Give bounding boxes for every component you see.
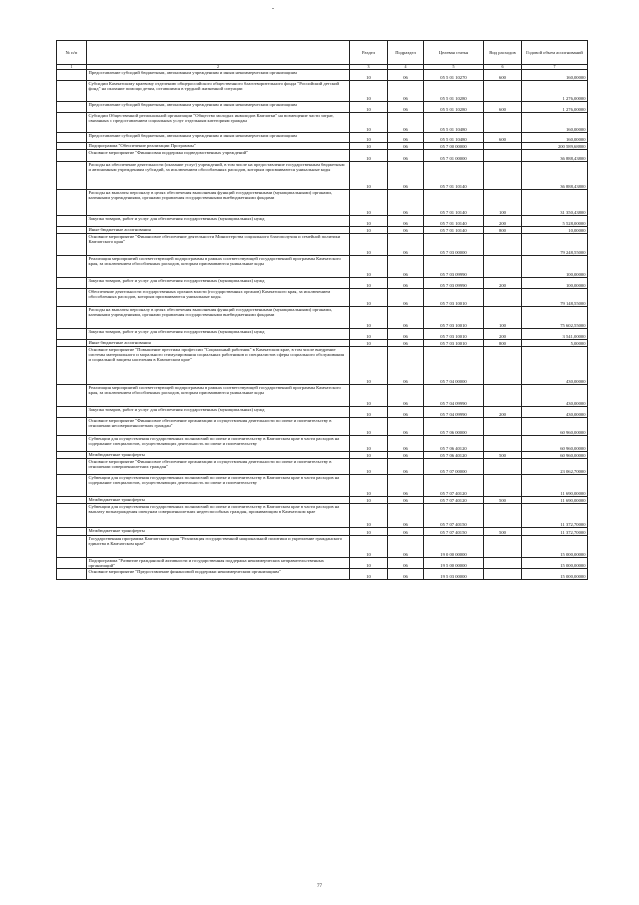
- row-amount-cell: 11 690,00000: [522, 475, 588, 497]
- row-expense-type-cell: [484, 475, 522, 497]
- row-section-cell: 10: [350, 70, 388, 81]
- row-name-cell: Межбюджетные трансферты: [87, 528, 350, 536]
- row-subsection-cell: 06: [388, 227, 424, 234]
- row-subsection-cell: 06: [388, 569, 424, 580]
- row-name-cell: Государственная программа Камчатского края "Реализация государственной национальной политики и укрепление гражданского единства в Камчатском крае": [87, 536, 350, 558]
- row-section-cell: 10: [350, 216, 388, 227]
- row-section-cell: 10: [350, 340, 388, 347]
- row-section-cell: 10: [350, 234, 388, 256]
- row-expense-type-cell: [484, 418, 522, 436]
- row-target-cell: 05 7 07 40150: [424, 504, 484, 528]
- row-name-cell: Подпрограмма "Обеспечение реализации Программы": [87, 143, 350, 150]
- row-amount-cell: 160,00000: [522, 133, 588, 143]
- row-expense-type-cell: 600: [484, 70, 522, 81]
- table-row: [57, 558, 588, 569]
- table-row: [57, 113, 588, 133]
- row-subsection-cell: 06: [388, 459, 424, 475]
- row-subsection-cell: 06: [388, 143, 424, 150]
- row-number-cell: [57, 569, 87, 580]
- row-expense-type-cell: [484, 143, 522, 150]
- row-name-cell: Закупка товаров, работ и услуг для обеспечения государственных (муниципальных) нужд: [87, 407, 350, 418]
- row-number-cell: [57, 143, 87, 150]
- row-target-cell: 05 7 04 00000: [424, 347, 484, 385]
- row-section-cell: 10: [350, 347, 388, 385]
- row-subsection-cell: 06: [388, 70, 424, 81]
- row-subsection-cell: 06: [388, 133, 424, 143]
- row-amount-cell: 36 888,43800: [522, 150, 588, 162]
- row-target-cell: 05 7 07 00000: [424, 459, 484, 475]
- row-name-cell: Предоставление субсидий бюджетным, автономным учреждениям и иным некоммерческим организациям: [87, 102, 350, 113]
- header-section: Раздел: [350, 41, 388, 65]
- row-name-cell: Субсидии Камчатскому краевому отделению общероссийского общественного благотворительного фонда "Российский детский фонд" на оказание помощи детям, оставшимся в трудной жизненной ситуации: [87, 81, 350, 102]
- page-number: 77: [317, 884, 322, 889]
- table-row: [57, 289, 588, 307]
- row-expense-type-cell: [484, 150, 522, 162]
- row-expense-type-cell: [484, 162, 522, 190]
- row-expense-type-cell: 800: [484, 340, 522, 347]
- row-section-cell: 10: [350, 143, 388, 150]
- row-expense-type-cell: [484, 569, 522, 580]
- row-amount-cell: 60 960,00000: [522, 436, 588, 452]
- row-amount-cell: 11 372,70000: [522, 528, 588, 536]
- row-expense-type-cell: 600: [484, 102, 522, 113]
- row-expense-type-cell: 200: [484, 407, 522, 418]
- row-number-cell: [57, 558, 87, 569]
- row-name-cell: Подпрограмма "Развитие гражданской активности и государственная поддержка некоммерческих неправительственных организаций": [87, 558, 350, 569]
- row-target-cell: 05 5 01 10280: [424, 102, 484, 113]
- row-name-cell: Субвенции для осуществления государственных полномочий по опеке и попечительству в Камчатском крае в части расходов на выплату вознаграждения опекунам совершеннолетних недееспособных граждан, проживающим в Камчатском крае: [87, 504, 350, 528]
- scan-speck: [272, 8, 274, 9]
- row-expense-type-cell: [484, 256, 522, 278]
- row-subsection-cell: 06: [388, 340, 424, 347]
- header-subsection: Подраздел: [388, 41, 424, 65]
- row-number-cell: [57, 133, 87, 143]
- row-expense-type-cell: 800: [484, 227, 522, 234]
- row-expense-type-cell: [484, 558, 522, 569]
- row-target-cell: 05 5 01 10270: [424, 70, 484, 81]
- row-number-cell: [57, 162, 87, 190]
- table-row: [57, 452, 588, 459]
- row-number-cell: [57, 81, 87, 102]
- row-number-cell: [57, 150, 87, 162]
- row-subsection-cell: 06: [388, 289, 424, 307]
- row-section-cell: 10: [350, 81, 388, 102]
- row-target-cell: 05 7 06 40120: [424, 436, 484, 452]
- row-amount-cell: 430,00000: [522, 407, 588, 418]
- row-expense-type-cell: 600: [484, 133, 522, 143]
- row-subsection-cell: 06: [388, 190, 424, 216]
- row-expense-type-cell: 100: [484, 307, 522, 329]
- row-target-cell: 05 7 07 40150: [424, 528, 484, 536]
- row-amount-cell: 100,00000: [522, 256, 588, 278]
- row-amount-cell: 36 888,43800: [522, 162, 588, 190]
- row-name-cell: Межбюджетные трансферты: [87, 497, 350, 504]
- column-number: 7: [522, 65, 588, 70]
- row-section-cell: 10: [350, 256, 388, 278]
- row-number-cell: [57, 504, 87, 528]
- row-subsection-cell: 06: [388, 528, 424, 536]
- row-number-cell: [57, 452, 87, 459]
- row-section-cell: 10: [350, 102, 388, 113]
- row-target-cell: 05 5 01 10480: [424, 113, 484, 133]
- row-target-cell: 05 7 03 10010: [424, 340, 484, 347]
- table-row: [57, 256, 588, 278]
- row-target-cell: 05 7 07 40120: [424, 475, 484, 497]
- row-amount-cell: 5 528,00000: [522, 216, 588, 227]
- row-name-cell: Предоставление субсидий бюджетным, автономным учреждениям и иным некоммерческим организациям: [87, 133, 350, 143]
- row-amount-cell: 1 276,00000: [522, 81, 588, 102]
- row-number-cell: [57, 216, 87, 227]
- row-subsection-cell: 06: [388, 150, 424, 162]
- table-row: [57, 528, 588, 536]
- row-target-cell: 05 7 03 00000: [424, 234, 484, 256]
- row-expense-type-cell: 200: [484, 278, 522, 289]
- row-amount-cell: 11 690,00000: [522, 497, 588, 504]
- row-amount-cell: 430,00000: [522, 385, 588, 407]
- row-section-cell: 10: [350, 150, 388, 162]
- row-amount-cell: 60 960,00000: [522, 452, 588, 459]
- row-target-cell: 05 7 06 00000: [424, 418, 484, 436]
- row-section-cell: 10: [350, 558, 388, 569]
- row-number-cell: [57, 528, 87, 536]
- table-row: [57, 150, 588, 162]
- row-amount-cell: 10,00000: [522, 227, 588, 234]
- row-expense-type-cell: [484, 113, 522, 133]
- row-section-cell: 10: [350, 452, 388, 459]
- row-expense-type-cell: 200: [484, 216, 522, 227]
- table-row: [57, 436, 588, 452]
- row-number-cell: [57, 536, 87, 558]
- row-number-cell: [57, 385, 87, 407]
- header-target: Целевая статья: [424, 41, 484, 65]
- table-row: [57, 227, 588, 234]
- table-row: [57, 162, 588, 190]
- column-number: 3: [350, 65, 388, 70]
- row-number-cell: [57, 102, 87, 113]
- row-subsection-cell: 06: [388, 475, 424, 497]
- row-name-cell: Субсидии Общественной региональной организации "Общество молодых инвалидов Камчатки" на возмещение части затрат, связанных с предоставлением социальных услуг отдельным категориям граждан: [87, 113, 350, 133]
- row-section-cell: 10: [350, 407, 388, 418]
- row-name-cell: Иные бюджетные ассигнования: [87, 340, 350, 347]
- row-section-cell: 10: [350, 497, 388, 504]
- row-amount-cell: 60 960,00000: [522, 418, 588, 436]
- table-row: [57, 329, 588, 340]
- table-row: [57, 347, 588, 385]
- row-number-cell: [57, 307, 87, 329]
- table-row: [57, 407, 588, 418]
- table-row: [57, 536, 588, 558]
- row-section-cell: 10: [350, 190, 388, 216]
- row-number-cell: [57, 459, 87, 475]
- row-name-cell: Расходы на выплаты персоналу в целях обеспечения выполнения функций государственными (муниципальными) органами, казенными учреждениями, органами управления государственными внебюджетными фондами: [87, 307, 350, 329]
- row-target-cell: 05 7 04 09990: [424, 407, 484, 418]
- row-number-cell: [57, 347, 87, 385]
- table-row: [57, 385, 588, 407]
- row-name-cell: Закупка товаров, работ и услуг для обеспечения государственных (муниципальных) нужд: [87, 329, 350, 340]
- row-subsection-cell: 06: [388, 536, 424, 558]
- row-number-cell: [57, 289, 87, 307]
- row-amount-cell: 79 248,55000: [522, 234, 588, 256]
- row-amount-cell: 100,00000: [522, 278, 588, 289]
- row-section-cell: 10: [350, 528, 388, 536]
- row-name-cell: Предоставление субсидий бюджетным, автономным учреждениям и иным некоммерческим организациям: [87, 70, 350, 81]
- row-expense-type-cell: [484, 504, 522, 528]
- row-section-cell: 10: [350, 329, 388, 340]
- row-name-cell: Расходы на обеспечение деятельности (оказание услуг) учреждений, в том числе на предоставление государственным бюджетным и автономным учреждениям субсидий, за исключением обособленных расходов, которым присваиваются уникальные коды: [87, 162, 350, 190]
- row-target-cell: 19 5 03 00000: [424, 569, 484, 580]
- row-name-cell: Закупка товаров, работ и услуг для обеспечения государственных (муниципальных) нужд: [87, 278, 350, 289]
- row-target-cell: 19 0 00 00000: [424, 536, 484, 558]
- row-target-cell: 05 7 03 10010: [424, 307, 484, 329]
- row-amount-cell: 15 000,00000: [522, 536, 588, 558]
- row-amount-cell: 31 350,43800: [522, 190, 588, 216]
- row-subsection-cell: 06: [388, 81, 424, 102]
- row-subsection-cell: 06: [388, 407, 424, 418]
- row-subsection-cell: 06: [388, 504, 424, 528]
- column-number: 1: [57, 65, 87, 70]
- column-number: 4: [388, 65, 424, 70]
- table-row: [57, 216, 588, 227]
- row-target-cell: 05 5 01 10280: [424, 81, 484, 102]
- row-number-cell: [57, 340, 87, 347]
- table-row: [57, 504, 588, 528]
- row-number-cell: [57, 234, 87, 256]
- row-subsection-cell: 06: [388, 558, 424, 569]
- row-name-cell: Основное мероприятие "Финансовое обеспечение организации и осуществления деятельности по опеке и попечительству в отношении совершеннолетних граждан": [87, 459, 350, 475]
- table-row: [57, 497, 588, 504]
- row-expense-type-cell: [484, 436, 522, 452]
- row-target-cell: 19 5 00 00000: [424, 558, 484, 569]
- row-amount-cell: 75 602,55000: [522, 307, 588, 329]
- row-number-cell: [57, 70, 87, 81]
- table-row: [57, 459, 588, 475]
- row-subsection-cell: 06: [388, 234, 424, 256]
- row-number-cell: [57, 278, 87, 289]
- row-subsection-cell: 06: [388, 418, 424, 436]
- row-subsection-cell: 06: [388, 329, 424, 340]
- row-target-cell: 05 7 01 10140: [424, 227, 484, 234]
- table-body: [57, 70, 588, 580]
- row-number-cell: [57, 418, 87, 436]
- row-subsection-cell: 06: [388, 452, 424, 459]
- budget-table: [56, 40, 588, 580]
- row-subsection-cell: 06: [388, 102, 424, 113]
- column-number: 5: [424, 65, 484, 70]
- column-number: 2: [87, 65, 350, 70]
- row-section-cell: 10: [350, 113, 388, 133]
- row-target-cell: 05 7 06 40120: [424, 452, 484, 459]
- table-row: [57, 569, 588, 580]
- row-number-cell: [57, 407, 87, 418]
- row-section-cell: 10: [350, 418, 388, 436]
- row-name-cell: Основное мероприятие "Финансовая поддержка подведомственных учреждений": [87, 150, 350, 162]
- row-subsection-cell: 06: [388, 385, 424, 407]
- row-target-cell: 05 7 01 00000: [424, 150, 484, 162]
- row-section-cell: 10: [350, 475, 388, 497]
- row-target-cell: 05 7 01 10140: [424, 190, 484, 216]
- row-number-cell: [57, 190, 87, 216]
- row-subsection-cell: 06: [388, 497, 424, 504]
- table-row: [57, 340, 588, 347]
- row-amount-cell: 160,00000: [522, 70, 588, 81]
- row-section-cell: 10: [350, 569, 388, 580]
- row-number-cell: [57, 113, 87, 133]
- row-number-cell: [57, 227, 87, 234]
- table-row: [57, 102, 588, 113]
- row-number-cell: [57, 329, 87, 340]
- row-amount-cell: 79 148,55000: [522, 289, 588, 307]
- row-section-cell: 10: [350, 307, 388, 329]
- row-expense-type-cell: 500: [484, 452, 522, 459]
- row-amount-cell: 3 541,00000: [522, 329, 588, 340]
- row-number-cell: [57, 475, 87, 497]
- row-amount-cell: 200 589,68800: [522, 143, 588, 150]
- table-row: [57, 278, 588, 289]
- row-name-cell: Основное мероприятие "Повышение престижа профессии "Социальный работник" в Камчатском крае, в том числе внедрение системы материального и морального стимулирования социальных работников и специалистов сферы социального обслуживания и социальной защиты населения в Камчатском крае": [87, 347, 350, 385]
- row-subsection-cell: 06: [388, 278, 424, 289]
- row-expense-type-cell: [484, 81, 522, 102]
- row-target-cell: 05 7 03 09990: [424, 278, 484, 289]
- row-name-cell: Закупка товаров, работ и услуг для обеспечения государственных (муниципальных) нужд: [87, 216, 350, 227]
- row-section-cell: 10: [350, 278, 388, 289]
- row-expense-type-cell: [484, 385, 522, 407]
- table-row: [57, 234, 588, 256]
- row-expense-type-cell: 500: [484, 528, 522, 536]
- row-name-cell: Иные бюджетные ассигнования: [87, 227, 350, 234]
- row-name-cell: Обеспечение деятельности государственных органов власти (государственных органов) Камчатского края, за исключением обособленных расходов, которым присваиваются уникальные коды.: [87, 289, 350, 307]
- row-subsection-cell: 06: [388, 436, 424, 452]
- row-expense-type-cell: 200: [484, 329, 522, 340]
- row-amount-cell: 160,00000: [522, 113, 588, 133]
- row-number-cell: [57, 256, 87, 278]
- row-name-cell: Основное мероприятие "Финансовое обеспечение организации и осуществления деятельности по опеке и попечительству в отношении несовершеннолетних граждан": [87, 418, 350, 436]
- row-subsection-cell: 06: [388, 113, 424, 133]
- row-name-cell: Основное мероприятие "Финансовое обеспечение деятельности Министерства социального благополучия и семейной политики Камчатского края": [87, 234, 350, 256]
- header-expense-type: Вид расходов: [484, 41, 522, 65]
- row-subsection-cell: 06: [388, 256, 424, 278]
- row-section-cell: 10: [350, 289, 388, 307]
- row-expense-type-cell: [484, 289, 522, 307]
- row-number-cell: [57, 497, 87, 504]
- row-section-cell: 10: [350, 436, 388, 452]
- row-subsection-cell: 06: [388, 307, 424, 329]
- row-target-cell: 05 7 04 09990: [424, 385, 484, 407]
- table-row: [57, 81, 588, 102]
- row-target-cell: 05 5 01 10480: [424, 133, 484, 143]
- table-row: [57, 70, 588, 81]
- row-subsection-cell: 06: [388, 216, 424, 227]
- row-expense-type-cell: [484, 536, 522, 558]
- row-section-cell: 10: [350, 133, 388, 143]
- row-amount-cell: 23 062,70000: [522, 459, 588, 475]
- row-name-cell: Субвенции для осуществления государственных полномочий по опеке и попечительству в Камчатском крае в части расходов на содержание специалистов, осуществляющих деятельность по опеке и попечительству: [87, 475, 350, 497]
- row-name-cell: Субвенции для осуществления государственных полномочий по опеке и попечительству в Камчатском крае в части расходов на содержание специалистов, осуществляющих деятельность по опеке и попечительству: [87, 436, 350, 452]
- row-section-cell: 10: [350, 504, 388, 528]
- row-amount-cell: 15 000,00000: [522, 558, 588, 569]
- row-name-cell: Межбюджетные трансферты: [87, 452, 350, 459]
- row-target-cell: 05 7 03 10010: [424, 329, 484, 340]
- row-section-cell: 10: [350, 459, 388, 475]
- row-name-cell: Реализация мероприятий соответствующей подпрограммы в рамках соответствующей государственной программы Камчатского края, за исключением обособленных расходов, которым присваиваются уникальные коды: [87, 385, 350, 407]
- row-amount-cell: 5,00000: [522, 340, 588, 347]
- row-subsection-cell: 06: [388, 162, 424, 190]
- row-section-cell: 10: [350, 536, 388, 558]
- table-row: [57, 475, 588, 497]
- row-subsection-cell: 06: [388, 347, 424, 385]
- row-expense-type-cell: 500: [484, 497, 522, 504]
- row-expense-type-cell: [484, 459, 522, 475]
- header-num: № п/п: [57, 41, 87, 65]
- row-target-cell: 05 7 07 40120: [424, 497, 484, 504]
- row-amount-cell: 15 000,00000: [522, 569, 588, 580]
- row-target-cell: 05 7 01 10140: [424, 162, 484, 190]
- row-expense-type-cell: [484, 234, 522, 256]
- row-amount-cell: 11 372,70000: [522, 504, 588, 528]
- header-amount: Годовой объем ассигнований: [522, 41, 588, 65]
- row-number-cell: [57, 436, 87, 452]
- table-header-row: [57, 41, 588, 65]
- row-section-cell: 10: [350, 162, 388, 190]
- row-target-cell: 05 7 03 10010: [424, 289, 484, 307]
- column-number: 6: [484, 65, 522, 70]
- row-amount-cell: 1 276,00000: [522, 102, 588, 113]
- row-expense-type-cell: [484, 347, 522, 385]
- row-expense-type-cell: 100: [484, 190, 522, 216]
- row-target-cell: 05 7 03 09990: [424, 256, 484, 278]
- row-name-cell: Расходы на выплаты персоналу в целях обеспечения выполнения функций государственными (муниципальными) органами, казенными учреждениями, органами управления государственными внебюджетными фондами: [87, 190, 350, 216]
- row-amount-cell: 430,00000: [522, 347, 588, 385]
- row-section-cell: 10: [350, 385, 388, 407]
- row-section-cell: 10: [350, 227, 388, 234]
- row-target-cell: 05 7 00 00000: [424, 143, 484, 150]
- row-name-cell: Реализация мероприятий соответствующей подпрограммы в рамках соответствующей государственной программы Камчатского края, за исключением обособленных расходов, которым присваиваются уникальные коды: [87, 256, 350, 278]
- table-row: [57, 133, 588, 143]
- table-row: [57, 307, 588, 329]
- table-row: [57, 190, 588, 216]
- row-target-cell: 05 7 01 10140: [424, 216, 484, 227]
- header-name: [87, 41, 350, 65]
- table-row: [57, 418, 588, 436]
- table-row: [57, 143, 588, 150]
- row-name-cell: Основное мероприятие "Предоставление финансовой поддержки некоммерческим организациям": [87, 569, 350, 580]
